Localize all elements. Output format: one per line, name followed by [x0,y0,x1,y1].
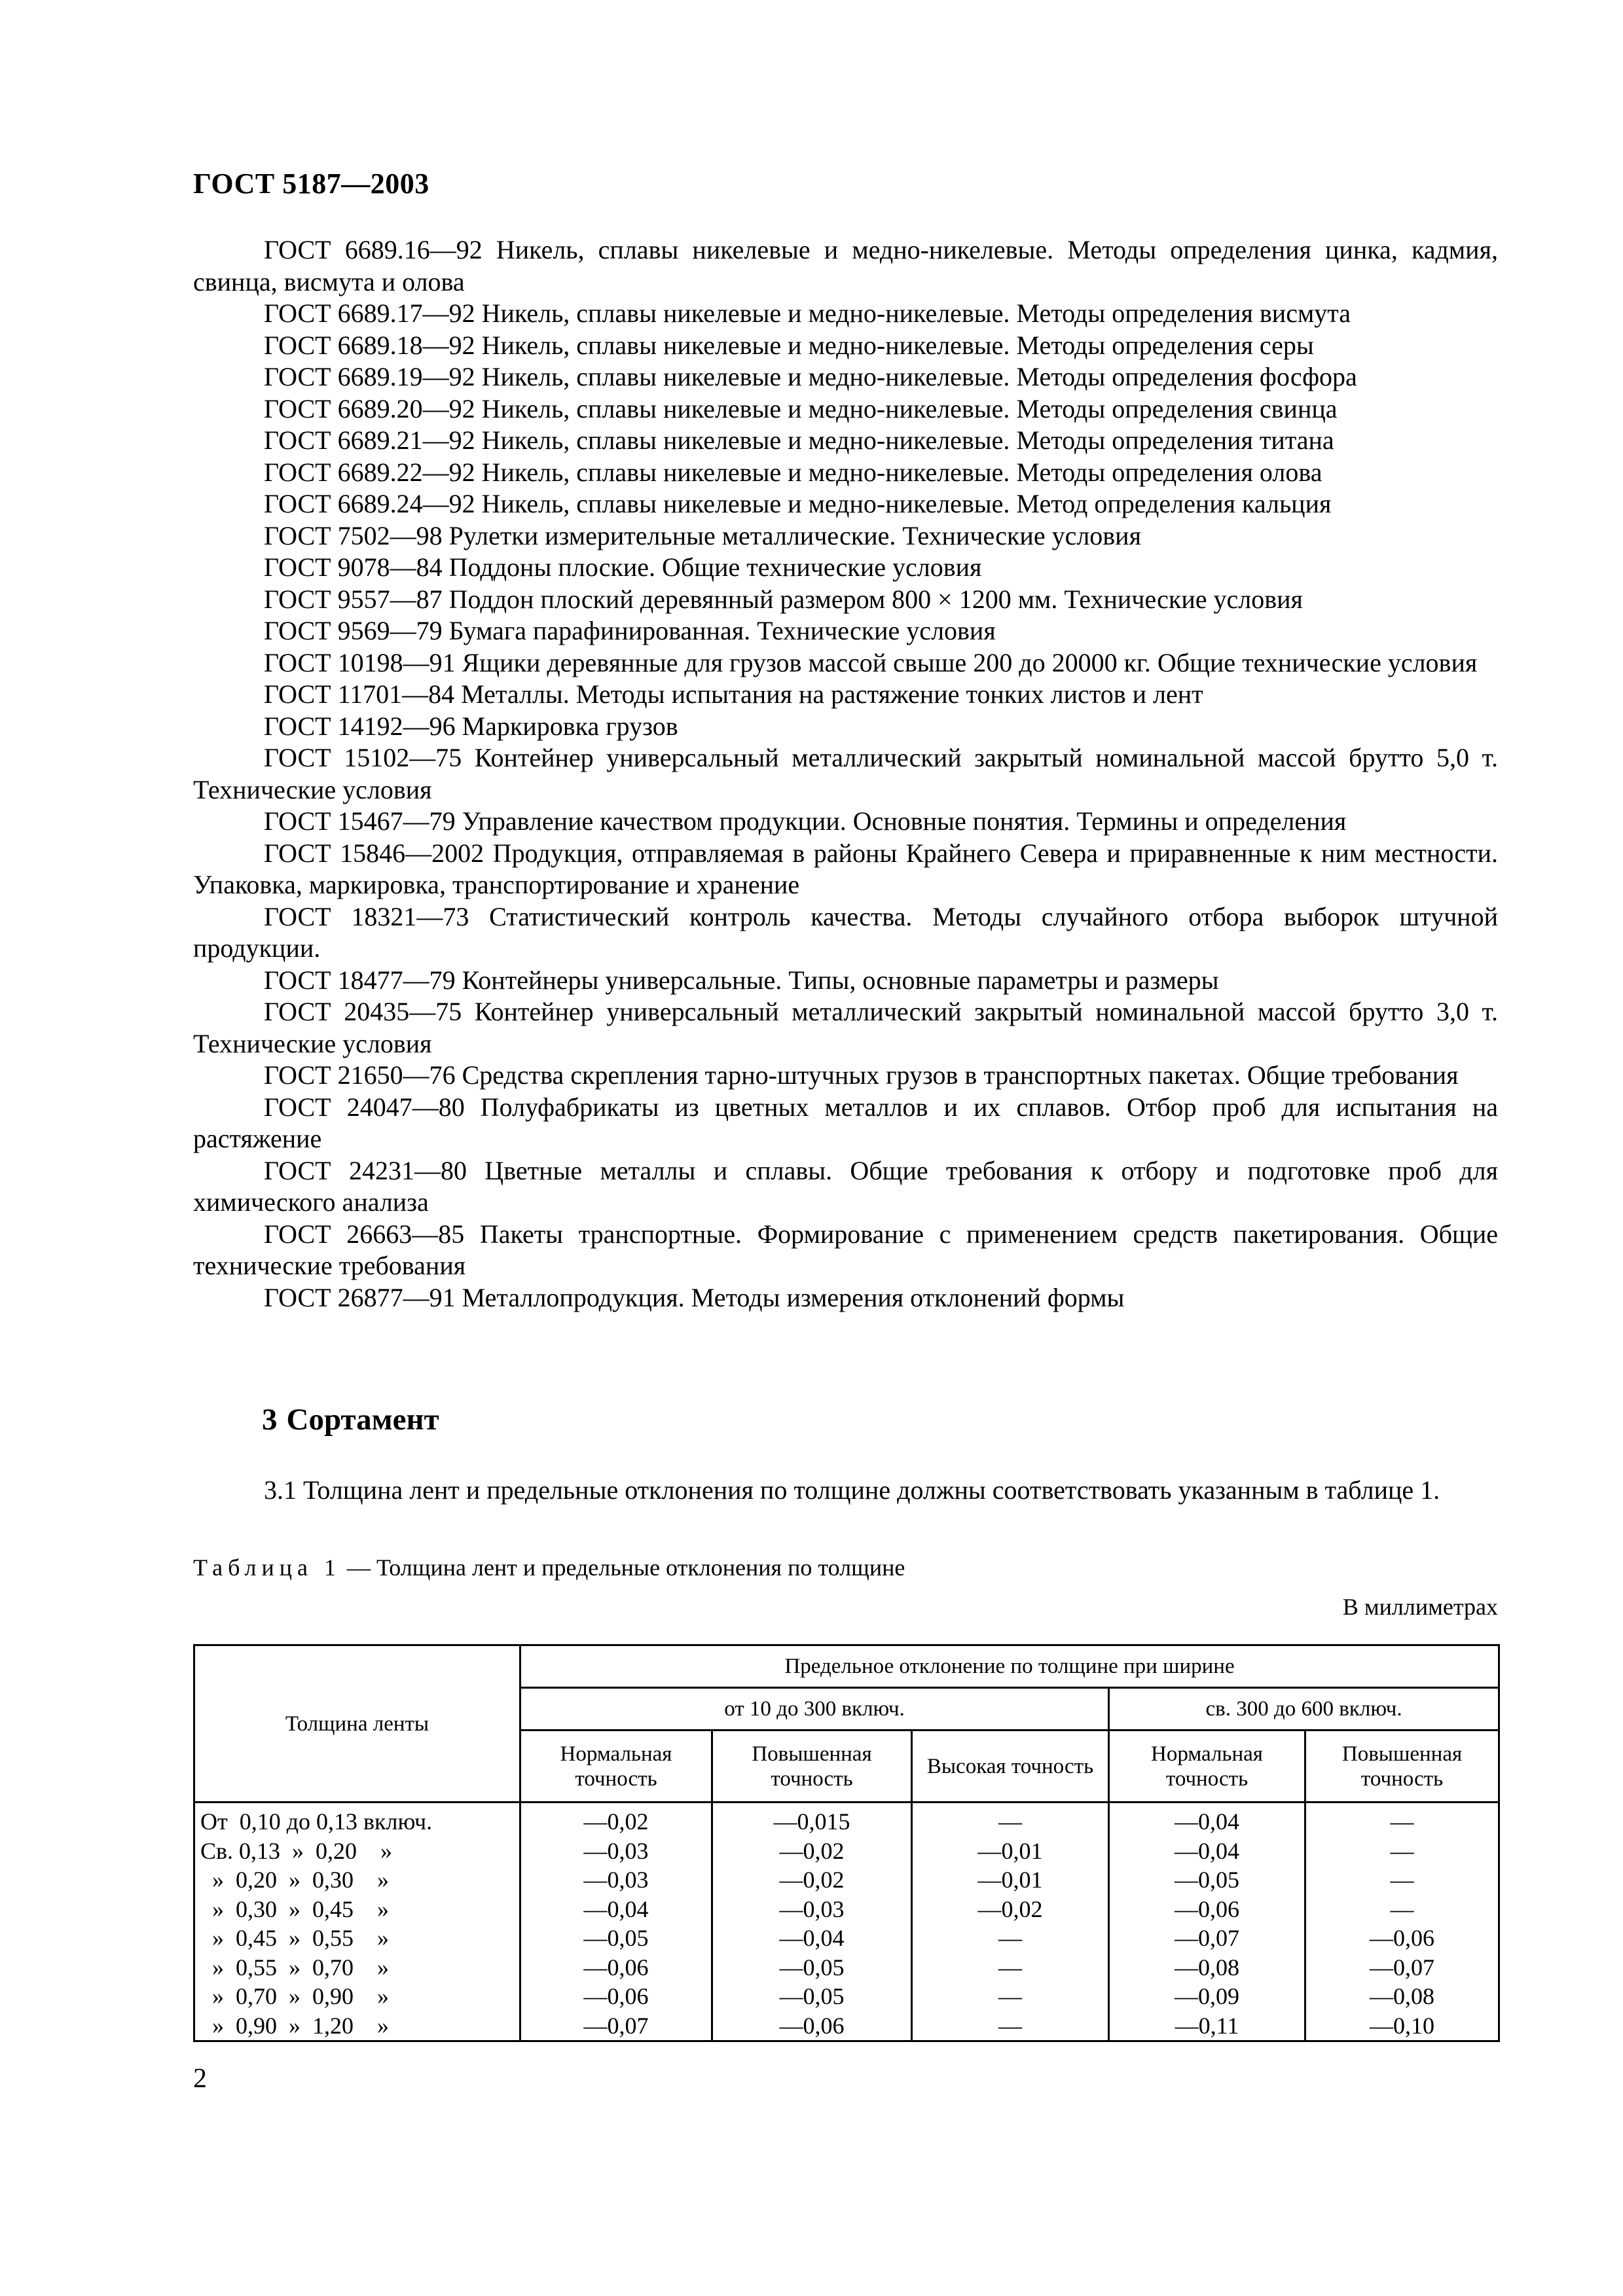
table-cell: —0,02 [520,1803,712,1837]
reference-item: ГОСТ 21650—76 Средства скрепления тарно-штучных грузов в транспортных пакетах. Общие требования [264,1060,1459,1090]
table-cell: —0,04 [1109,1803,1305,1837]
reference-item: ГОСТ 9569—79 Бумага парафинированная. Технические условия [264,616,996,645]
table-cell: —0,07 [520,2011,712,2041]
table-cell: — [1305,1865,1499,1895]
reference-item: ГОСТ 6689.20—92 Никель, сплавы никелевые и медно-никелевые. Методы определения свинца [264,393,1338,423]
table-row [194,2011,1499,2041]
table-cell: —0,04 [1109,1837,1305,1866]
table-cell: —0,04 [712,1924,912,1953]
reference-item: ГОСТ 11701—84 Металлы. Методы испытания на растяжение тонких листов и лент [264,679,1203,709]
table-cell: — [912,1982,1109,2011]
table-cell: —0,01 [912,1865,1109,1895]
table-cell: —0,05 [1109,1865,1305,1895]
col-header-thickness: Толщина ленты [194,1645,520,1803]
reference-item: ГОСТ 6689.17—92 Никель, сплавы никелевые и медно-никелевые. Методы определения висмута [264,298,1351,328]
table-row [194,1953,1499,1982]
thickness-range-cell: » 0,55 » 0,70 » [194,1953,520,1982]
table-cell: —0,07 [1109,1924,1305,1953]
table-row [194,1837,1499,1866]
reference-item: ГОСТ 9557—87 Поддон плоский деревянный размером 800 × 1200 мм. Технические условия [264,584,1303,614]
table-cell: —0,06 [520,1953,712,1982]
col-header-accuracy: Повышенная точность [1305,1731,1499,1803]
reference-item: ГОСТ 26877—91 Металлопродукция. Методы измерения отклонений формы [264,1282,1125,1312]
reference-item: ГОСТ 10198—91 Ящики деревянные для грузов массой свыше 200 до 20000 кг. Общие технические условия [264,647,1478,677]
col-header-accuracy: Высокая точность [912,1731,1109,1803]
reference-item: ГОСТ 15102—75 Контейнер универсальный металлический закрытый номинальной массой брутто 5,0 т. Технические условия [193,743,1498,804]
reference-item: ГОСТ 24047—80 Полуфабрикаты из цветных металлов и их сплавов. Отбор проб для испытания на растяжение [193,1092,1498,1153]
section-heading [262,1402,439,1437]
table-row [194,1865,1499,1895]
reference-item: ГОСТ 20435—75 Контейнер универсальный металлический закрытый номинальной массой брутто 3,0 т. Технические условия [193,997,1498,1058]
table-cell: — [912,1924,1109,1953]
table-cell: — [1305,1895,1499,1924]
col-header-width-a: от 10 до 300 включ. [520,1688,1109,1731]
table-cell: — [1305,1803,1499,1837]
thickness-range-cell: Св. 0,13 » 0,20 » [194,1837,520,1866]
table-caption-text: — Толщина лент и предельные отклонения по толщине [340,1554,905,1581]
table-cell: —0,08 [1109,1953,1305,1982]
reference-item: ГОСТ 6689.24—92 Никель, сплавы никелевые и медно-никелевые. Метод определения кальция [264,489,1332,518]
section-number: 3 [262,1403,278,1437]
table-cell: —0,05 [520,1924,712,1953]
table-cell: —0,02 [712,1837,912,1866]
table-row [194,1895,1499,1924]
reference-item: ГОСТ 18477—79 Контейнеры универсальные. Типы, основные параметры и размеры [264,965,1219,995]
reference-item: ГОСТ 6689.22—92 Никель, сплавы никелевые и медно-никелевые. Методы определения олова [264,457,1322,487]
paragraph-3-1: 3.1 Толщина лент и предельные отклонения по толщине должны соответствовать указанным в таблице 1. [264,1475,1440,1505]
col-header-accuracy: Повышенная точность [712,1731,912,1803]
thickness-range-cell: » 0,70 » 0,90 » [194,1982,520,2011]
reference-item: ГОСТ 26663—85 Пакеты транспортные. Формирование с применением средств пакетирования. Общие технические требования [193,1219,1498,1280]
section-title-text: Сортамент [286,1403,439,1437]
table-cell: —0,01 [912,1837,1109,1866]
reference-item: ГОСТ 6689.21—92 Никель, сплавы никелевые и медно-никелевые. Методы определения титана [264,425,1334,455]
table-cell: —0,05 [712,1953,912,1982]
thickness-range-cell: » 0,45 » 0,55 » [194,1924,520,1953]
normative-references [193,234,1498,1314]
units-note: В миллиметрах [1342,1594,1498,1620]
table-row [194,1924,1499,1953]
table-cell: —0,015 [712,1803,912,1837]
table-cell: —0,06 [520,1982,712,2011]
table-cell: — [912,1803,1109,1837]
col-header-width-b: св. 300 до 600 включ. [1109,1688,1499,1731]
table-cell: —0,03 [520,1837,712,1866]
table-cell: —0,09 [1109,1982,1305,2011]
table-cell: —0,03 [520,1865,712,1895]
table-cell: —0,02 [712,1865,912,1895]
thickness-range-cell: » 0,90 » 1,20 » [194,2011,520,2041]
reference-item: ГОСТ 18321—73 Статистический контроль качества. Методы случайного отбора выборок штучной продукции. [193,901,1498,963]
table-cell: —0,03 [712,1895,912,1924]
table-caption [193,1554,905,1581]
table-cell: —0,06 [712,2011,912,2041]
thickness-range-cell: » 0,20 » 0,30 » [194,1865,520,1895]
table-cell: —0,05 [712,1982,912,2011]
col-header-accuracy: Нормальная точность [1109,1731,1305,1803]
page-number: 2 [193,2064,207,2094]
table-cell: — [1305,1837,1499,1866]
reference-item: ГОСТ 15467—79 Управление качеством продукции. Основные понятия. Термины и определения [264,806,1347,836]
table-row [194,1982,1499,2011]
table-cell: — [912,1953,1109,1982]
table-cell: —0,06 [1109,1895,1305,1924]
table-row [194,1803,1499,1837]
table-cell: —0,07 [1305,1953,1499,1982]
page-header: ГОСТ 5187—2003 [193,168,429,200]
reference-item: ГОСТ 6689.16—92 Никель, сплавы никелевые и медно-никелевые. Методы определения цинка, кадмия, свинца, висмута и олова [193,235,1498,296]
table-cell: —0,10 [1305,2011,1499,2041]
thickness-table [193,1644,1500,2042]
reference-item: ГОСТ 15846—2002 Продукция, отправляемая в районы Крайнего Севера и приравненные к ним местности. Упаковка, маркировка, транспортирование и хранение [193,838,1498,899]
table-cell: —0,04 [520,1895,712,1924]
table-cell: — [912,2011,1109,2041]
reference-item: ГОСТ 14192—96 Маркировка грузов [264,711,678,741]
table-cell: —0,11 [1109,2011,1305,2041]
reference-item: ГОСТ 7502—98 Рулетки измерительные металлические. Технические условия [264,520,1141,550]
reference-item: ГОСТ 6689.19—92 Никель, сплавы никелевые и медно-никелевые. Методы определения фосфора [264,362,1357,391]
reference-item: ГОСТ 24231—80 Цветные металлы и сплавы. Общие требования к отбору и подготовке проб для химического анализа [193,1155,1498,1217]
thickness-range-cell: От 0,10 до 0,13 включ. [194,1803,520,1837]
table-cell: —0,08 [1305,1982,1499,2011]
col-header-group: Предельное отклонение по толщине при ширине [520,1645,1499,1688]
thickness-range-cell: » 0,30 » 0,45 » [194,1895,520,1924]
reference-item: ГОСТ 6689.18—92 Никель, сплавы никелевые и медно-никелевые. Методы определения серы [264,330,1314,360]
col-header-accuracy: Нормальная точность [520,1731,712,1803]
reference-item: ГОСТ 9078—84 Поддоны плоские. Общие технические условия [264,552,982,582]
table-caption-lead: Таблица 1 [193,1554,341,1581]
table-cell: —0,02 [912,1895,1109,1924]
table-cell: —0,06 [1305,1924,1499,1953]
